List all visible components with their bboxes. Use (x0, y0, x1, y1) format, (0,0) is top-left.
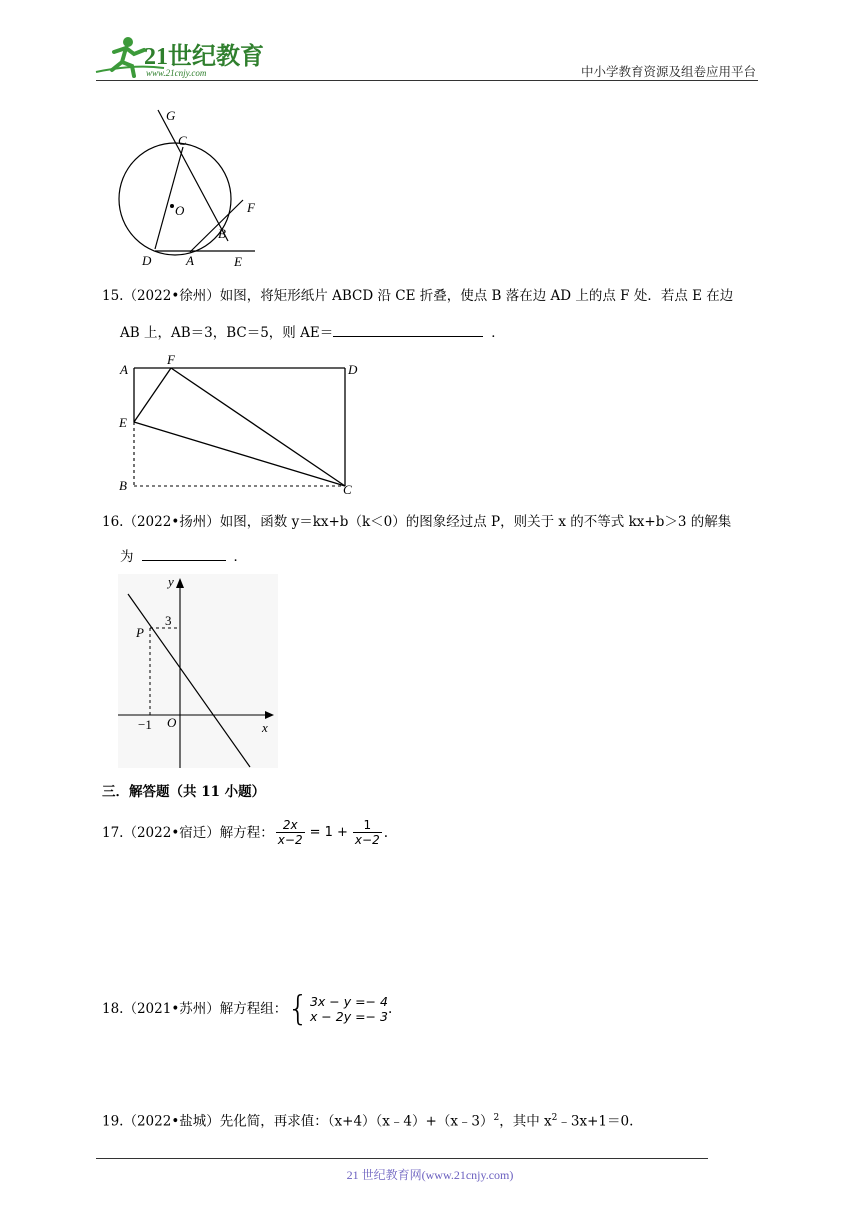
q18-eq2: x − 2y =− 3 (309, 1009, 388, 1024)
center-dot (170, 204, 174, 208)
q16-line2-text: 为 (120, 549, 134, 565)
q19-exp: 2 (493, 1113, 500, 1123)
rectangle-figure (112, 352, 372, 502)
label-g: G (166, 108, 176, 123)
q17-frac1-num: 2x (282, 818, 298, 832)
label-a: A (120, 362, 128, 377)
segment-ec (134, 422, 345, 486)
q17-frac1-den: x−2 (277, 833, 303, 847)
section-3-title: 三．解答题（共 11 小题） (102, 784, 266, 800)
line-graph-figure (118, 574, 278, 768)
footer-link[interactable]: 21 世纪教育网(www.21cnjy.com) (346, 1168, 514, 1182)
label-e: E (119, 415, 127, 430)
x-axis-arrow (265, 711, 274, 719)
function-line (128, 594, 250, 767)
label-d: D (142, 253, 152, 268)
q17-fraction-2 (353, 818, 382, 847)
label-neg-one: −1 (138, 717, 152, 732)
q16-answer-blank[interactable] (142, 546, 226, 561)
q19 (102, 1108, 633, 1132)
label-e: E (234, 254, 242, 269)
label-p: P (136, 625, 144, 640)
label-a: A (186, 253, 194, 268)
label-f: F (247, 200, 255, 215)
q15-line2-text: AB 上，AB＝3，BC＝5，则 AE＝ (120, 325, 334, 341)
label-b: B (119, 478, 127, 493)
q15-answer-blank[interactable] (333, 322, 483, 337)
segment-ef (134, 368, 171, 422)
q17-fraction-1 (276, 818, 305, 847)
label-c: C (343, 482, 352, 497)
line-gc (158, 110, 228, 241)
circle-figure (110, 102, 280, 276)
q17-suffix: . (383, 824, 389, 841)
label-y: y (168, 574, 174, 589)
header-platform-text: 中小学教育资源及组卷应用平台 (580, 64, 756, 79)
label-x: x (262, 720, 268, 735)
q17-prefix: 17.（2022•宿迁）解方程： (102, 824, 274, 841)
label-b: B (218, 226, 226, 241)
footer-divider (96, 1158, 708, 1159)
line-af (190, 200, 243, 252)
label-c: C (178, 133, 187, 148)
label-d: D (348, 362, 358, 377)
q16-line2-end: ． (233, 549, 247, 565)
q17-middle: = 1 + (309, 824, 348, 840)
q15-line2-end: ． (491, 325, 505, 341)
q17-frac2-num: 1 (363, 818, 372, 832)
q17 (102, 818, 388, 847)
label-three: 3 (165, 613, 172, 628)
chord-cd (155, 147, 183, 249)
logo-url: www.21cnjy.com (146, 68, 207, 78)
y-axis-arrow (176, 578, 184, 588)
q17-frac2-den: x−2 (354, 833, 380, 847)
q18-equation-system (287, 989, 388, 1029)
q15-line2 (120, 322, 505, 343)
label-o: O (175, 203, 185, 218)
q18 (102, 989, 393, 1029)
q19-suffix: ﹣3x+1＝0. (557, 1113, 634, 1130)
segment-fc (171, 368, 345, 486)
logo-text: 21世纪教育 (144, 44, 264, 70)
brace-icon: { (287, 989, 309, 1029)
q19-exp2: 2 (551, 1113, 558, 1123)
q19-mid: ，其中 x (499, 1113, 552, 1130)
header-divider (96, 80, 758, 81)
q19-prefix: 19.（2022•盐城）先化简，再求值：（x+4）（x﹣4）+（x﹣3） (102, 1113, 494, 1130)
label-f: F (167, 352, 175, 367)
q15-line1: 15.（2022•徐州）如图，将矩形纸片 ABCD 沿 CE 折叠，使点 B 落在边 AD 上的点 F 处．若点 E 在边 (102, 288, 734, 304)
q16-line2 (120, 546, 247, 567)
q18-prefix: 18.（2021•苏州）解方程组： (102, 1001, 288, 1017)
site-logo (94, 34, 264, 80)
q18-eq1: 3x − y =− 4 (309, 994, 388, 1009)
label-o: O (167, 715, 177, 730)
q16-line1: 16.（2022•扬州）如图，函数 y＝kx+b（k＜0）的图象经过点 P，则关于 x 的不等式 kx+b＞3 的解集 (102, 514, 732, 530)
q18-suffix: . (387, 1001, 393, 1017)
circle-o (119, 143, 231, 255)
